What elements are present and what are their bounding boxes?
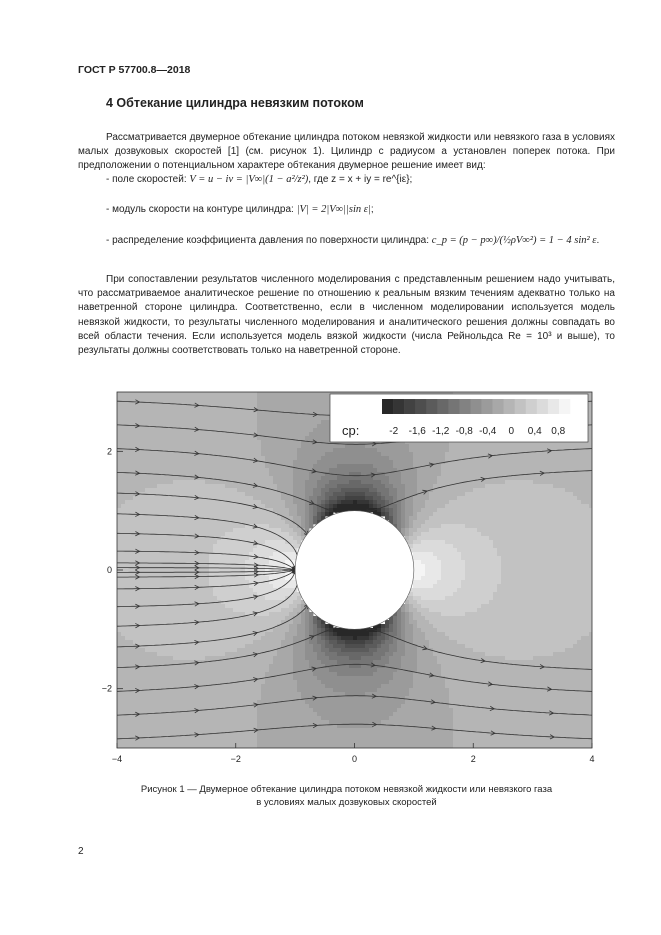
caption-line-2: в условиях малых дозвуковых скоростей — [256, 796, 437, 808]
legend-swatch — [426, 399, 437, 414]
figure-caption — [78, 784, 615, 809]
legend-swatch — [448, 399, 459, 414]
legend-swatch — [493, 399, 504, 414]
legend-tick-label: -2 — [389, 426, 399, 437]
x-tick-label: −4 — [111, 754, 123, 764]
bullet-surface-speed — [106, 204, 374, 215]
legend-swatch — [526, 399, 537, 414]
bullet-label: - распределение коэффициента давления по поверхности цилиндра: — [106, 235, 429, 246]
legend-swatch — [504, 399, 515, 414]
page-number: 2 — [78, 846, 84, 857]
legend-swatch — [537, 399, 548, 414]
pressure-coefficient-formula: c_p = (p − p∞)/(½ρV∞²) = 1 − 4 sin² ε — [431, 235, 597, 246]
legend-swatch — [415, 399, 426, 414]
pressure-contour-figure — [90, 380, 610, 775]
surface-speed-formula: |V| = 2|V∞||sin ε| — [296, 204, 371, 215]
bullet-label: - модуль скорости на контуре цилиндра: — [106, 204, 294, 215]
x-tick-label: 2 — [470, 754, 476, 764]
legend-swatch — [382, 399, 393, 414]
legend-swatch — [393, 399, 404, 414]
legend-tick-label: -0,4 — [479, 426, 497, 437]
legend-tick-label: 0,4 — [527, 426, 542, 437]
velocity-formula: V = u − iv = |V∞|(1 − a²/z²) — [189, 174, 309, 185]
y-tick-label: −2 — [101, 683, 112, 694]
bullet-suffix: . — [596, 235, 600, 246]
legend-swatch — [482, 399, 493, 414]
legend-swatch — [515, 399, 526, 414]
legend-swatch — [548, 399, 559, 414]
cylinder — [295, 511, 414, 630]
x-tick-label: −2 — [230, 754, 241, 764]
x-tick-label: 4 — [589, 754, 595, 764]
legend-tick-label: 0 — [508, 426, 515, 437]
legend-swatch — [437, 399, 448, 414]
legend-swatch — [404, 399, 415, 414]
caption-line-1: Рисунок 1 — Двумерное обтекание цилиндра потоком невязкой жидкости или невязкого газа — [140, 784, 553, 795]
bullet-pressure-coefficient — [106, 235, 599, 246]
legend-swatch — [459, 399, 470, 414]
legend-tick-label: -1,2 — [432, 426, 450, 437]
bullet-suffix: ; — [370, 204, 374, 215]
document-code: ГОСТ Р 57700.8—2018 — [78, 64, 191, 76]
legend-tick-label: -0,8 — [455, 426, 473, 437]
y-tick-label: 2 — [106, 446, 112, 457]
bullet-label: - поле скоростей: — [106, 174, 187, 185]
bullet-suffix: , где z = x + iy = re^{iε}; — [308, 174, 413, 185]
legend-label: cp: — [342, 423, 360, 438]
intro-paragraph: Рассматривается двумерное обтекание цилиндра потоком невязкой жидкости или невязкого газа в условиях малых дозвуковых скоростей [1] (см. рисунок 1). Цилиндр с радиусом a установлен поперек потока. При предположении о потенциальном характере обтекания двумерное решение имеет вид: — [78, 132, 615, 172]
bullet-velocity-field — [106, 174, 412, 185]
legend-swatch — [559, 399, 570, 414]
y-tick-label: 0 — [106, 565, 112, 575]
legend-swatch — [470, 399, 481, 414]
legend-tick-label: -1,6 — [408, 426, 426, 437]
section-title: 4 Обтекание цилиндра невязким потоком — [106, 96, 364, 110]
second-paragraph: При сопоставлении результатов численного моделирования с представленным решением надо учитывать, что рассматриваемое аналитическое решение по отношению к реальным вязким течениям адекватно только на наветренной стороне цилиндра. Соответственно, если в численном моделировании используется модель невязкой жидкости, то результаты численного моделирования и аналитического решения должны совпадать во всей области течения. Если используется модель вязкой жидкости (числа Рейнольдса Re = 10³ и выше), то результаты должны соответствовать только на наветренной стороне. — [78, 274, 615, 357]
legend-tick-label: 0,8 — [551, 426, 566, 437]
x-tick-label: 0 — [351, 754, 358, 764]
